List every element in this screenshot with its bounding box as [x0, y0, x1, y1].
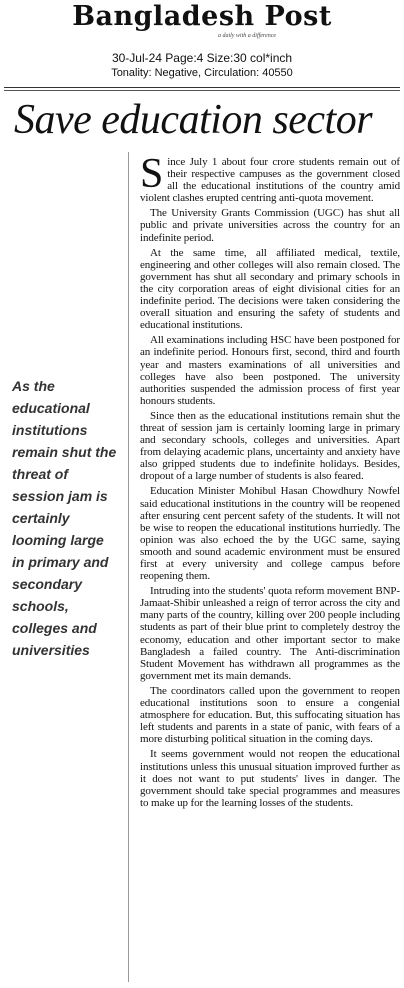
- article-paragraph: It seems government would not reopen the educational institutions unless this unusual situation improved further as it does not want to put students' lives in danger. The government should take special programmes and measures to make up for the learning losses of the students.: [140, 748, 400, 809]
- first-paragraph-text: ince July 1 about four crore students remain out of their respective campuses as the government closed all the educational institutions of the country amid violent clashes erupted centring anti-quota movement.: [140, 156, 400, 205]
- article-paragraph: The University Grants Commission (UGC) has shut all public and private universities across the country for an indefinite period.: [140, 207, 400, 244]
- article-paragraph: [140, 151, 400, 205]
- headline: Save education sector: [14, 97, 373, 143]
- masthead: [0, 2, 404, 40]
- drop-cap: S: [140, 151, 164, 197]
- article-paragraph: Since then as the educational institutions remain shut the threat of session jam is certainly looming large in primary and secondary schools, colleges and universities. Apart from delaying academic plans, uncertainty and anxiety have also gripped students due to indefinite holidays. Besides, dropout of a large number of students is also feared.: [140, 409, 400, 483]
- article-paragraph: The coordinators called upon the government to reopen educational institutions soon to ensure a congenial atmosphere for education. But, this suffocating situation has left students and parents in a state of panic, with fears of a more disturbing political situation in the coming days.: [140, 684, 400, 746]
- top-rule: [4, 87, 400, 88]
- top-rule-thin: [4, 90, 400, 91]
- article-paragraph: At the same time, all affiliated medical, textile, engineering and other colleges will also remain closed. The government has shut all secondary and primary schools in the city corporation areas of eight divisional cities for an indefinite period. The decisions were taken considering the overall situation and ensuring the safety of students and educational institutions.: [140, 246, 400, 332]
- article-body: [140, 151, 400, 812]
- newspaper-title: Bangladesh Post: [72, 1, 332, 32]
- article-paragraph: Intruding into the students' quota reform movement BNP-Jamaat-Shibir unleashed a reign of terror across the city and many parts of the country, killing over 200 people including students as part of their blue print to completely destroy the economy, education and other important sector to make Bangladesh a failed country. The Anti-discrimination Student Movement has withdrawn all programmes as the government met its main demands.: [140, 585, 400, 682]
- article-paragraph: Education Minister Mohibul Hasan Chowdhury Nowfel said educational institutions in the country will be reopened after ensuring cent percent safety of the students. It will not be wise to reopen the educational institutions hurriedly. The opinion was also echoed the by the UGC same, saying smooth and sound academic environment must be ensured first at every university and college campus before reopening them.: [140, 485, 400, 583]
- pull-quote: As the educational institutions remain shut the threat of session jam is certainly looming large in primary and secondary schools, colleges and universities: [12, 378, 117, 658]
- newspaper-tagline: a daily with a difference: [217, 33, 277, 39]
- clip-info-line1: 30-Jul-24 Page:4 Size:30 col*inch: [111, 51, 293, 65]
- clip-info-line2: Tonality: Negative, Circulation: 40550: [111, 67, 293, 79]
- column-divider: [128, 152, 129, 982]
- article-paragraph: All examinations including HSC have been postponed for an indefinite period. Honours first, second, third and fourth year and masters examinations of all universities and colleges have also been postponed. The university authorities suspended the admission process of first year honours students.: [140, 334, 400, 407]
